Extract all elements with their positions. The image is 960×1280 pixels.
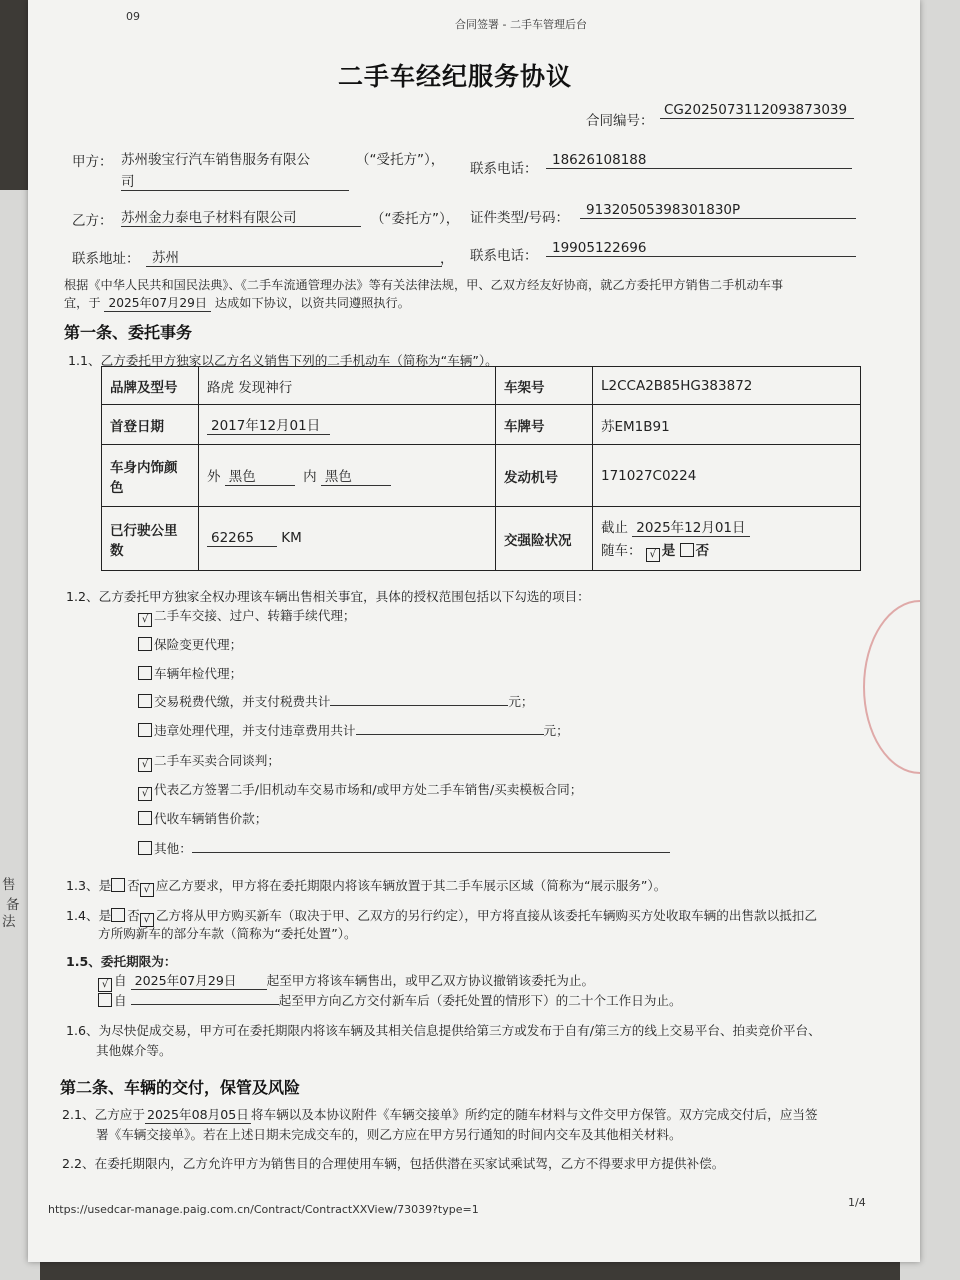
item-9-checkbox[interactable] [138,841,152,855]
term-option-2-b: 起至甲方向乙方交付新车后（委托处置的情形下）的二十个工作日为止。 [278,993,682,1008]
insurance-yes-label: 是 [661,542,676,559]
contract-no-label: 合同编号： [586,113,654,129]
preamble-line1: 根据《中华人民共和国民法典》、《二手车流通管理办法》等有关法律法规，甲、乙双方经友好协商，就乙方委托甲方销售二手机动车事 [64,278,784,292]
insurance-cell [593,507,861,571]
vin-label: 车架号 [496,367,593,405]
clause-1-4-yes-checkbox[interactable] [111,908,125,922]
term-option-2-checkbox[interactable] [98,993,112,1007]
int-value: 黑色 [321,465,391,486]
contract-no-value: CG2025073112093873039 [660,102,854,119]
clause-1-4-line2: 方所购新车的部分车款（简称为“委托处置”）。 [98,926,357,941]
party-b-addr-label: 联系地址： [72,251,140,267]
color-cell [199,445,496,507]
item-3-checkbox[interactable] [138,666,152,680]
reg-value: 2017年12月01日 [207,414,330,435]
plate-label: 车牌号 [496,405,593,445]
preamble-date: 2025年07月29日 [104,294,211,312]
party-b-addr-comma: ， [440,251,454,267]
item-5-suffix: 元； [543,723,569,738]
party-b-addr: 苏州 [146,246,442,267]
vehicle-row-reg [102,405,861,445]
clause-1-5-option-1 [98,970,594,992]
ext-value: 黑色 [225,465,295,486]
preamble-text-b: 达成如下协议，以资共同遵照执行。 [214,296,410,310]
edge-text-b: 备 [6,897,20,913]
item-5-text: 违章处理代理，并支付违章费用共计 [154,723,356,738]
party-a-role: （“受托方”）， [356,152,445,168]
insurance-with-row [601,539,852,562]
item-2-checkbox[interactable] [138,637,152,651]
item-9-blank [192,840,670,853]
clause-2-2: 2.2、在委托期限内，乙方允许甲方为销售目的合理使用车辆，包括供潜在买家试乘试驾，乙方不得要求甲方提供补偿。 [62,1156,725,1171]
ext-label: 外 [207,469,221,485]
item-5-blank [356,722,544,735]
edge-text-a: 售 [2,877,16,893]
clause-1-5-option-2 [98,990,682,1009]
clause-2-1-b: 将车辆以及本协议附件《车辆交接单》所约定的随车材料与文件交甲方保管。双方完成交付后，应当签 [250,1107,818,1122]
edge-text-c: 法 [2,914,16,930]
header-page-no: 09 [126,10,140,23]
clause-1-5-title: 1.5、委托期限为： [66,954,177,969]
contract-page [28,0,920,1262]
plate-value: 苏EM1B91 [593,405,861,445]
party-b-id-value: 91320505398301830P [580,202,856,219]
party-b-role: （“委托方”）， [371,211,460,227]
party-a-name-2: 司 [121,170,349,191]
seal-stamp [863,600,920,774]
party-b-phone-label: 联系电话： [470,248,538,264]
party-a-name-1: 苏州骏宝行汽车销售服务有限公 [121,152,310,168]
insurance-with-label: 随车： [601,542,642,559]
brand-label: 品牌及型号 [102,367,199,405]
item-4-blank [330,693,508,706]
item-4-checkbox[interactable] [138,694,152,708]
clause-2-1-a: 2.1、乙方应于 [62,1107,145,1122]
engine-label: 发动机号 [496,445,593,507]
clause-1-4-no: 否 [127,908,140,923]
item-6-checkbox[interactable]: √ [138,758,152,772]
party-a-phone-label: 联系电话： [470,161,538,177]
term-option-1-b: 起至甲方将该车辆售出，或甲乙双方协议撤销该委托为止。 [266,973,595,988]
party-a-label: 甲方： [72,154,113,170]
clause-2-1-line2: 署《车辆交接单》。若在上述日期未完成交车的，则乙方应在甲方另行通知的时间内交车及其他相关材料。 [96,1127,682,1142]
item-3-text: 车辆年检代理； [154,666,243,681]
mileage-value: 62265 [207,530,277,547]
header-center: 合同签署 - 二手车管理后台 [455,18,587,31]
int-label: 内 [303,469,317,485]
section1-title: 第一条、委托事务 [64,323,193,342]
clause-1-2-item-2 [138,634,242,653]
clause-1-2-item-6 [138,750,280,772]
item-5-checkbox[interactable] [138,723,152,737]
clause-1-6-line1: 1.6、为尽快促成交易，甲方可在委托期限内将该车辆及其相关信息提供给第三方或发布于自有/第三方的线上交易平台、拍卖竞价平台、 [66,1023,821,1038]
reg-label: 首登日期 [102,405,199,445]
clause-1-3 [66,875,666,897]
party-b-phone: 19905122696 [546,240,856,257]
term-option-2-a: 自 [114,993,127,1008]
insurance-until-label: 截止 [601,519,628,536]
clause-1-3-no: 否 [127,878,140,893]
item-6-text: 二手车买卖合同谈判； [154,753,280,768]
item-2-text: 保险变更代理； [154,637,243,652]
clause-1-2-item-9 [138,838,670,857]
insurance-no-checkbox[interactable] [680,543,694,557]
mileage-unit: KM [281,530,302,546]
vehicle-row-mileage [102,507,861,571]
clause-1-2-item-8 [138,808,267,827]
clause-1-4-yes: 1.4、是 [66,908,112,923]
clause-1-3-no-checkbox[interactable]: √ [140,883,154,897]
preamble-text-a: 宜，于 [64,296,101,310]
item-8-checkbox[interactable] [138,811,152,825]
vin-value: L2CCA2B85HG383872 [593,367,861,405]
mileage-label: 已行驶公里数 [102,507,199,571]
clause-1-4-no-checkbox[interactable]: √ [140,913,154,927]
term-option-1-date: 2025年07月29日 [131,970,267,990]
vehicle-row-color [102,445,861,507]
clause-1-2-item-4 [138,691,534,710]
clause-1-2-intro: 1.2、乙方委托甲方独家全权办理该车辆出售相关事宜，具体的授权范围包括以下勾选的项目： [66,589,590,604]
party-b-id-label: 证件类型/号码： [470,210,570,226]
insurance-label: 交强险状况 [496,507,593,571]
reg-cell [199,405,496,445]
vehicle-table [101,366,861,571]
clause-1-2-item-1 [138,605,356,627]
clause-2-1-line1 [62,1104,818,1124]
item-9-text: 其他： [154,841,192,856]
item-7-text: 代表乙方签署二手/旧机动车交易市场和/或甲方处二手车销售/买卖模板合同； [154,782,583,797]
clause-1-3-yes: 1.3、是 [66,878,112,893]
term-option-1-a: 自 [114,973,127,988]
item-4-suffix: 元； [508,694,534,709]
engine-value: 171027C0224 [593,445,861,507]
clause-1-2-item-3 [138,663,242,682]
color-label: 车身内饰颜色 [102,445,199,507]
party-a-phone: 18626108188 [546,152,852,169]
footer-url[interactable]: https://usedcar-manage.paig.com.cn/Contract/ContractXXView/73039?type=1 [48,1203,479,1216]
item-7-checkbox[interactable]: √ [138,787,152,801]
party-b-name: 苏州金力泰电子材料有限公司 [121,206,361,227]
clause-1-3-yes-checkbox[interactable] [111,878,125,892]
insurance-until-row [601,516,852,537]
mileage-cell [199,507,496,571]
term-option-2-date [131,992,279,1005]
preamble-line2 [64,294,410,312]
clause-1-2-item-7 [138,779,582,801]
clause-1-1: 1.1、乙方委托甲方独家以乙方名义销售下列的二手机动车（简称为“车辆”）。 [68,353,498,368]
footer-page: 1/4 [848,1196,866,1209]
clause-2-1-date: 2025年08月05日 [145,1104,251,1124]
document-title: 二手车经纪服务协议 [338,62,573,91]
clause-1-2-item-5 [138,720,569,739]
party-b-label: 乙方： [72,213,113,229]
item-4-text: 交易税费代缴，并支付税费共计 [154,694,331,709]
clause-1-6-line2: 其他媒介等。 [96,1043,172,1058]
item-1-checkbox[interactable]: √ [138,613,152,627]
vehicle-row-brand [102,367,861,405]
item-8-text: 代收车辆销售价款； [154,811,268,826]
brand-value: 路虎 发现神行 [199,367,496,405]
insurance-until-value: 2025年12月01日 [632,516,749,537]
section2-title: 第二条、车辆的交付，保管及风险 [60,1078,301,1097]
item-1-text: 二手车交接、过户、转籍手续代理； [154,608,356,623]
clause-1-4-text: 乙方将从甲方购买新车（取决于甲、乙双方的另行约定），甲方将直接从该委托车辆购买方处收取车辆的出售款以抵扣乙 [155,908,817,923]
term-option-1-checkbox[interactable]: √ [98,978,112,992]
clause-1-3-text: 应乙方要求，甲方将在委托期限内将该车辆放置于其二手车展示区域（简称为“展示服务”）。 [155,878,667,893]
insurance-no-label: 否 [695,542,710,559]
insurance-yes-checkbox[interactable]: √ [646,548,660,562]
